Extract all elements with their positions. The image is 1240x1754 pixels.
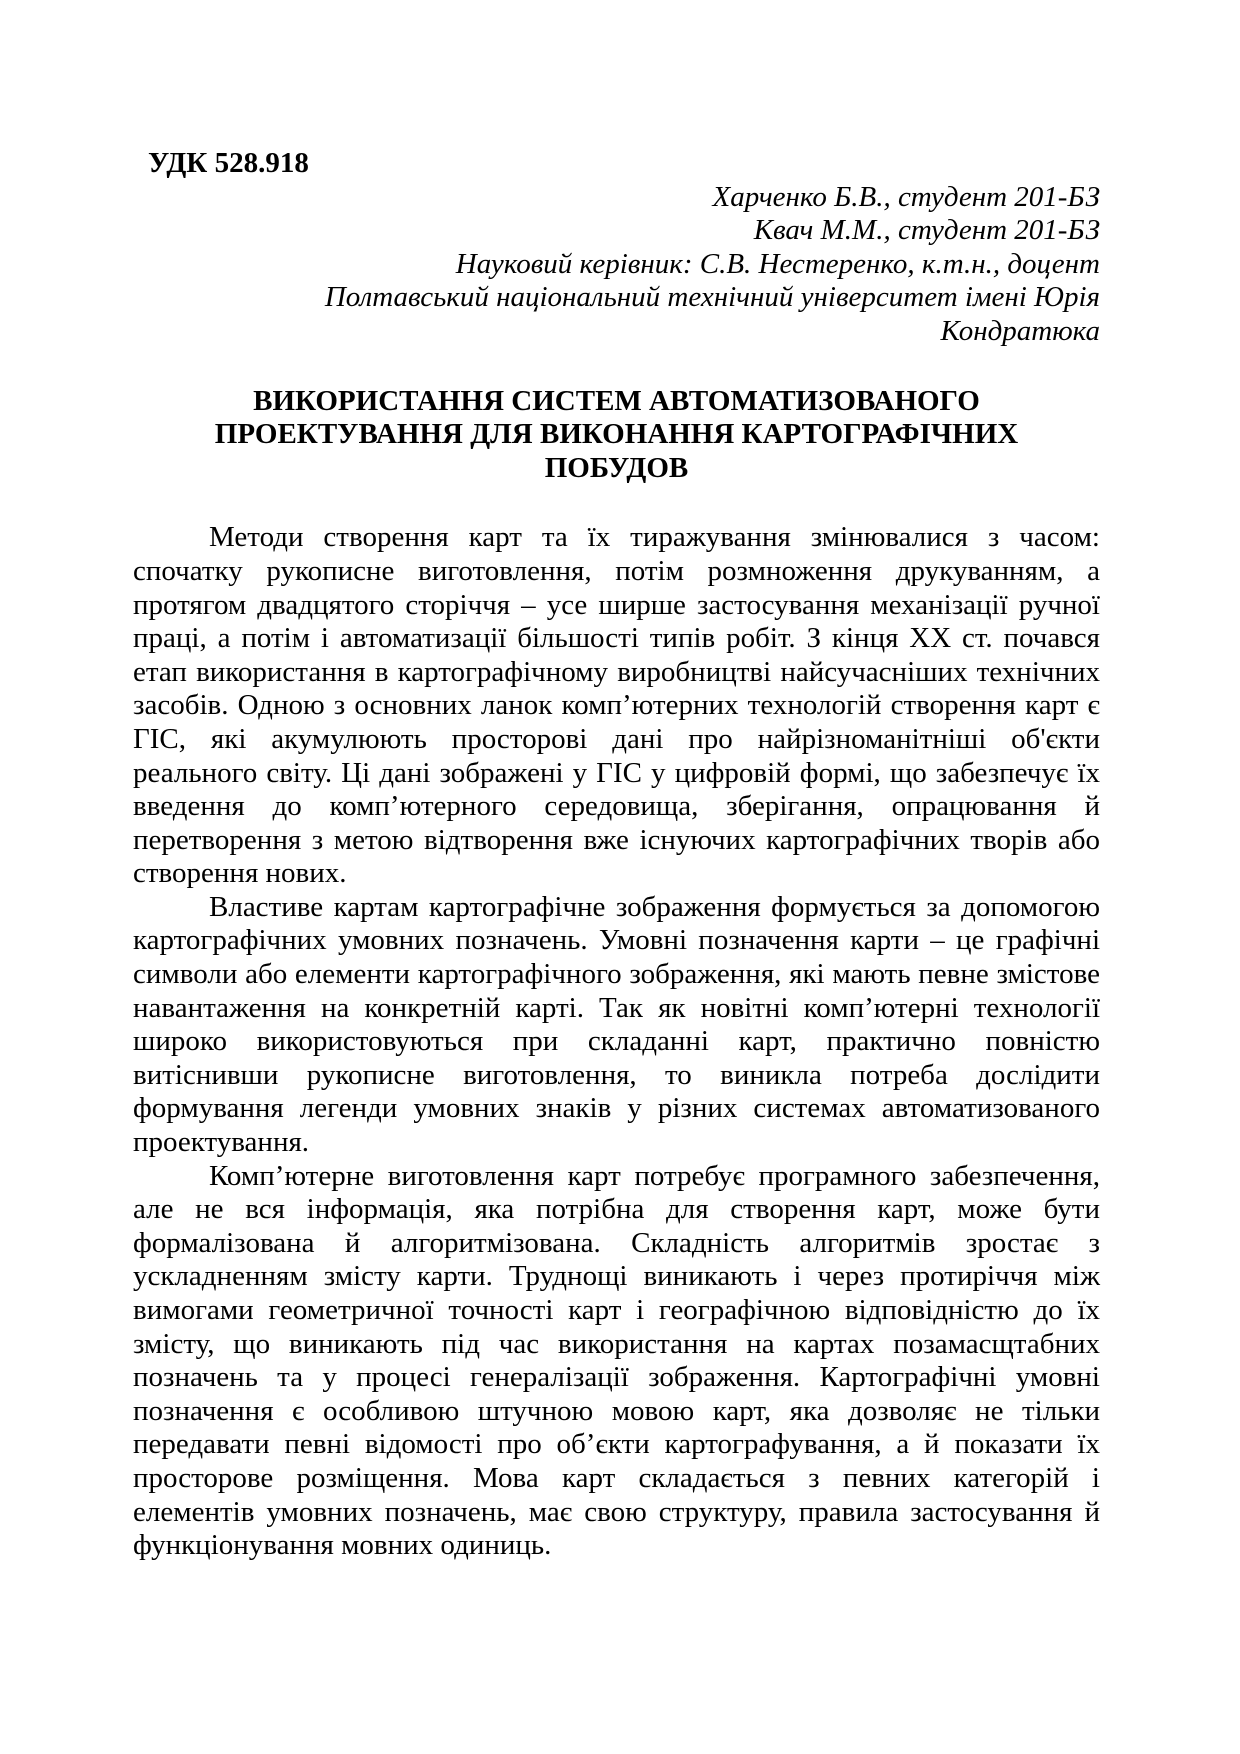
udk-code: УДК 528.918: [148, 147, 309, 179]
author-line-1: Харченко Б.В., студент 201-БЗ: [712, 180, 1100, 213]
body-paragraph-1: Методи створення карт та їх тиражування змінювалися з часом: спочатку рукописне виготовлення, потім розмноження друкуванням, а протягом двадцятого сторіччя – усе ширше застосування механізації ручної праці, а потім і автоматизації більшості типів робіт. З кінця ХХ ст. почався етап використання в картографічному виробництві найсучасніших технічних засобів. Одною з основних ланок комп’ютерних технологій створення карт є ГІС, які акумулюють просторові дані про найрізноманітніші об'єкти реального світу. Ці дані зображені у ГІС у цифровій формі, що забезпечує їх введення до комп’ютерного середовища, зберігання, опрацювання й перетворення з метою відтворення вже існуючих картографічних творів або створення нових.: [133, 521, 1100, 890]
university-line: Полтавський національний технічний університет імені Юрія: [324, 281, 1100, 314]
article-title-line-2: ПРОЕКТУВАННЯ ДЛЯ ВИКОНАННЯ КАРТОГРАФІЧНИХ: [214, 418, 1019, 451]
article-title-line-1: ВИКОРИСТАННЯ СИСТЕМ АВТОМАТИЗОВАНОГО: [253, 384, 980, 417]
body-paragraph-2: Властиве картам картографічне зображення формується за допомогою картографічних умовних позначень. Умовні позначення карти – це графічні символи або елементи картографічного зображення, які мають певне змістове навантаження на конкретній карті. Так як новітні комп’ютерні технології широко використовуються при складанні карт, практично повністю витіснивши рукописне виготовлення, то виникла потреба дослідити формування легенди умовних знаків у різних системах автоматизованого проектування.: [133, 890, 1100, 1159]
university-line-continued: Кондратюка: [940, 314, 1100, 347]
article-title: [133, 385, 1100, 486]
author-line-2: Квач М.М., студент 201-БЗ: [753, 214, 1100, 247]
article-body: [133, 521, 1100, 1562]
body-paragraph-3: Комп’ютерне виготовлення карт потребує програмного забезпечення, але не вся інформація, яка потрібна для створення карт, може бути формалізована й алгоритмізована. Складність алгоритмів зростає з ускладненням змісту карти. Труднощі виникають і через протиріччя між вимогами геометричної точності карт і географічною відповідністю до їх змісту, що виникають під час використання на картах позамасщтабних позначень та у процесі генералізації зображення. Картографічні умовні позначення є особливою штучною мовою карт, яка дозволяє не тільки передавати певні відомості про об’єкти картографування, а й показати їх просторове розміщення. Мова карт складається з певних категорій і елементів умовних позначень, має свою структуру, правила застосування й функціонування мовних одиниць.: [133, 1159, 1100, 1562]
supervisor-line: Науковий керівник: С.В. Нестеренко, к.т.н., доцент: [455, 247, 1100, 280]
article-title-line-3: ПОБУДОВ: [544, 451, 689, 484]
author-block: [133, 181, 1100, 349]
